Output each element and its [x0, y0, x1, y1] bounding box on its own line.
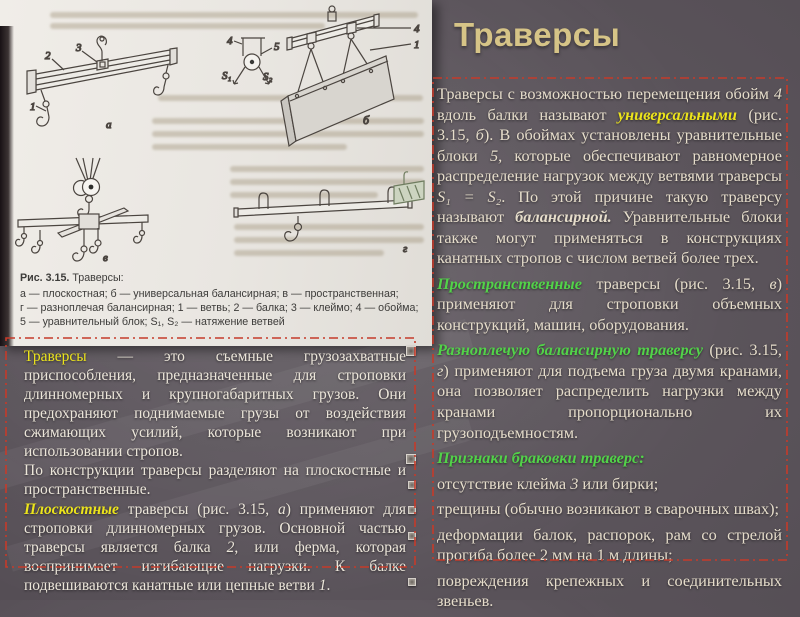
text-run: ) применяют для строповки длинномерных грузов. Основной частью траверсы является балка	[24, 500, 406, 556]
label-4: 4	[414, 23, 420, 35]
figure-drawing-v	[16, 158, 148, 264]
text-run: (рис. 3.15,	[703, 340, 782, 360]
paragraph	[437, 84, 782, 269]
text-run: Разноплечую балансирную траверсу	[437, 340, 704, 360]
figure-fragment	[394, 172, 424, 204]
paragraph	[24, 347, 406, 461]
text-run: (рис. 3.15,	[437, 104, 782, 145]
figure-detail-block	[222, 35, 280, 84]
paragraph	[437, 340, 782, 443]
label-3: 3	[76, 42, 82, 54]
text-run: — это съемные грузозахватные приспособления, предназначенные для строповки длинномерных и крупногабаритных грузов. Они предохраняют поднимаемые грузы от воздействия сжимающих усилий, которые возникают при использовании стропов.	[24, 348, 406, 461]
caption-number: Рис. 3.15.	[20, 272, 70, 284]
bullet-square-icon	[406, 454, 416, 464]
left-text-block	[24, 347, 406, 595]
text-run: траверсы (рис. 3.15,	[118, 500, 278, 518]
label-1: 1	[30, 101, 36, 113]
text-run: или бирки;	[578, 473, 659, 493]
text-run: Траверсы с возможностью перемещения обойм	[437, 84, 774, 103]
paragraph	[437, 499, 782, 520]
text-run: повреждения крепежных и соединительных звеньев.	[437, 570, 782, 611]
text-run: Признаки браковки траверс:	[437, 448, 645, 468]
text-run: , которые обеспечивают равномерное распределение нагрузок между ветвями траверсы	[437, 145, 782, 186]
label-5: 5	[274, 41, 280, 53]
label-g: г	[403, 243, 408, 255]
bullet-square-icon	[408, 578, 416, 586]
paragraph	[24, 500, 406, 595]
text-run: Плоскостные	[24, 500, 119, 518]
bullet-square-icon	[406, 346, 416, 356]
text-run: вдоль балки называют	[437, 104, 618, 124]
text-run: трещины (обычно возникают в сварочных швах);	[437, 499, 780, 519]
text-run: По конструкции траверсы разделяют на плоскостные и пространственные.	[24, 462, 406, 499]
label-s2: S₂	[263, 71, 273, 83]
text-run: траверсы (рис. 3.15,	[581, 273, 770, 293]
right-text-block	[437, 84, 782, 617]
label-v: в	[103, 252, 108, 264]
text-run: 5	[489, 145, 499, 165]
text-run: б	[475, 125, 484, 145]
figure-drawing-g	[234, 187, 412, 255]
text-run: Траверсы	[24, 348, 87, 365]
label-1: 1	[414, 39, 420, 51]
text-run: 3	[570, 473, 579, 493]
caption-line: г — разноплечая балансирная; 1 — ветвь; 2 — балка; 3 — клеймо; 4 — обойма;	[20, 302, 419, 315]
text-run: ) применяют для подъема груза двумя кранами, она позволяет распределить нагрузки между кранами пропорционально их грузоподъемностям.	[437, 360, 782, 442]
text-run: в	[769, 273, 777, 293]
text-run: 1	[318, 576, 327, 594]
label-2: 2	[45, 50, 51, 62]
text-run: балансирной.	[515, 207, 612, 227]
text-run: а	[278, 500, 286, 518]
text-run: 2	[226, 538, 235, 556]
text-run: г	[437, 360, 444, 380]
label-4: 4	[227, 35, 233, 47]
text-run: ) применяют для строповки объемных конструкций, машин, оборудования.	[437, 273, 782, 334]
scanned-page	[0, 0, 432, 346]
caption-line: а — плоскостная; б — универсальная балансирная; в — пространственная;	[20, 288, 399, 301]
text-run: S₁ = S₂	[437, 186, 502, 206]
paragraph	[437, 448, 782, 469]
text-run: ). В обоймах установлены уравнительные блоки	[437, 125, 782, 165]
paragraph	[437, 274, 782, 336]
text-run: , или ферма, которая воспринимает изгибающие нагрузки. К балке подвешиваются канатные или цепные ветви	[24, 538, 407, 594]
paragraph	[437, 474, 782, 495]
text-run: Пространственные	[437, 273, 582, 293]
caption-title: Траверсы:	[72, 272, 124, 284]
label-b: б	[363, 113, 370, 127]
text-run: 4	[773, 84, 782, 103]
text-run: Уравнительные блоки также могут применяться в конструкциях канатных стропов с числом ветвей более трех.	[437, 207, 782, 268]
text-run: .	[326, 576, 331, 594]
text-run: . По этой причине такую траверсу называют	[437, 186, 782, 227]
bullet-square-icon	[408, 481, 416, 489]
text-run: универсальными	[617, 104, 737, 124]
slide-title: Траверсы	[454, 16, 621, 53]
paragraph	[437, 571, 782, 612]
paragraph	[24, 461, 406, 499]
paragraph	[437, 525, 782, 566]
figure-drawing-b	[281, 6, 420, 146]
label-s1: S₁	[222, 70, 232, 82]
figure-drawing-a	[27, 36, 177, 131]
caption-line: 5 — уравнительный блок; S₁, S₂ — натяжение ветвей	[20, 316, 285, 329]
bullet-square-icon	[408, 506, 416, 514]
text-run: отсутствие клейма	[437, 473, 571, 493]
label-a: а	[106, 119, 112, 131]
bullet-square-icon	[408, 532, 416, 540]
text-run: деформации балок, распорок, рам со стрелой прогиба более 2 мм на 1 м длины;	[437, 524, 782, 565]
figure-caption	[20, 271, 425, 330]
